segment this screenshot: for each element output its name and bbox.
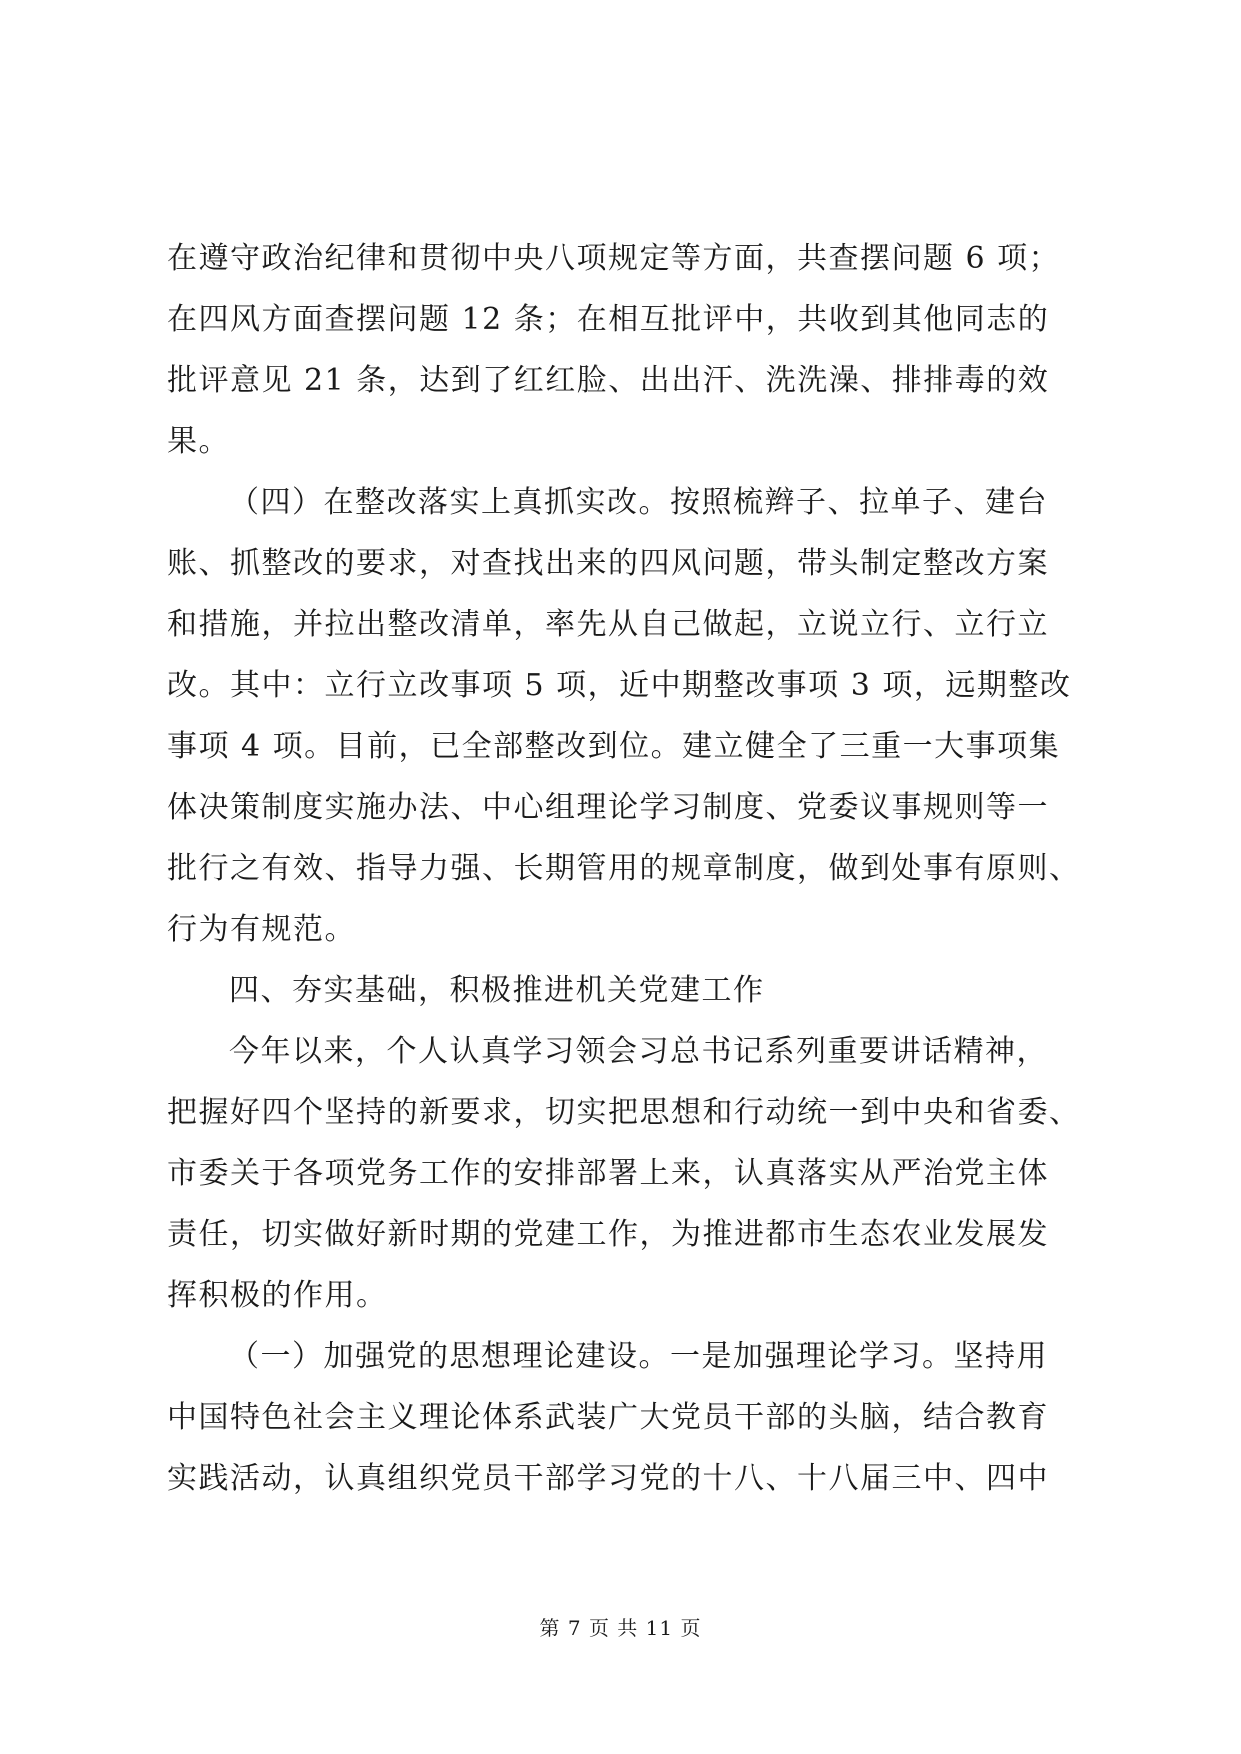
text-line: 果。 <box>167 424 230 459</box>
text-line: 今年以来，个人认真学习领会习总书记系列重要讲话精神， <box>229 1034 1048 1069</box>
text-line: 在遵守政治纪律和贯彻中央八项规定等方面，共查摆问题 6 项； <box>167 241 1061 276</box>
text-line: 中国特色社会主义理论体系武装广大党员干部的头脑，结合教育 <box>167 1400 1049 1435</box>
text-line: 在四风方面查摆问题 12 条；在相互批评中，共收到其他同志的 <box>167 302 1050 337</box>
text-line: 市委关于各项党务工作的安排部署上来，认真落实从严治党主体 <box>167 1156 1049 1191</box>
text-line: （四）在整改落实上真抓实改。按照梳辫子、拉单子、建台 <box>229 485 1048 520</box>
text-line: 改。其中：立行立改事项 5 项，近中期整改事项 3 项，远期整改 <box>167 668 1072 703</box>
section-heading: 四、夯实基础，积极推进机关党建工作 <box>229 973 765 1008</box>
text-line: 体决策制度实施办法、中心组理论学习制度、党委议事规则等一 <box>167 790 1049 825</box>
text-line: 责任，切实做好新时期的党建工作，为推进都市生态农业发展发 <box>167 1217 1049 1252</box>
text-line: 行为有规范。 <box>167 912 356 947</box>
text-line: 挥积极的作用。 <box>167 1278 388 1313</box>
text-line: 账、抓整改的要求，对查找出来的四风问题，带头制定整改方案 <box>167 546 1049 581</box>
text-line: 事项 4 项。目前，已全部整改到位。建立健全了三重一大事项集 <box>167 729 1061 764</box>
page-number-footer: 第 7 页 共 11 页 <box>539 1616 702 1640</box>
text-line: 和措施，并拉出整改清单，率先从自己做起，立说立行、立行立 <box>167 607 1049 642</box>
text-line: 批行之有效、指导力强、长期管用的规章制度，做到处事有原则、 <box>167 851 1081 886</box>
text-line: 把握好四个坚持的新要求，切实把思想和行动统一到中央和省委、 <box>167 1095 1081 1130</box>
body-text <box>167 228 1081 1509</box>
text-line: 实践活动，认真组织党员干部学习党的十八、十八届三中、四中 <box>167 1461 1049 1496</box>
text-line: 批评意见 21 条，达到了红红脸、出出汗、洗洗澡、排排毒的效 <box>167 363 1050 398</box>
text-line: （一）加强党的思想理论建设。一是加强理论学习。坚持用 <box>229 1339 1048 1374</box>
